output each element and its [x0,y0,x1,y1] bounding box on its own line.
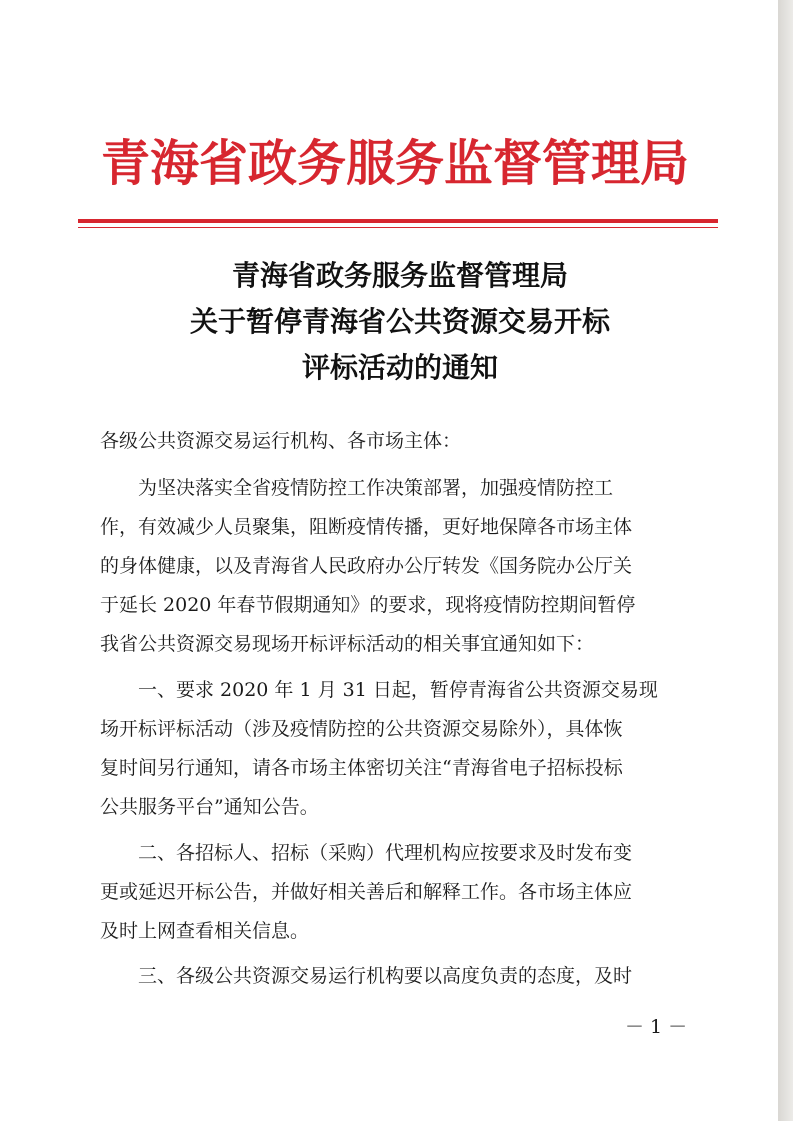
document-title [90,253,710,391]
letterhead-red-rule [78,219,718,223]
paragraph-line: 二、各招标人、招标（采购）代理机构应按要求及时发布变 [100,842,633,864]
paragraph-line: 三、各级公共资源交易运行机构要以高度负责的态度，及时 [100,965,633,987]
paragraph-line: 及时上网查看相关信息。 [100,920,310,942]
paragraph-line: 场开标评标活动（涉及疫情防控的公共资源交易除外），具体恢 [100,718,623,740]
paragraph-item-3 [100,957,700,996]
paragraph-line: 作，有效减少人员聚集，阻断疫情传播，更好地保障各市场主体 [100,516,633,538]
salutation: 各级公共资源交易运行机构、各市场主体： [100,430,462,452]
title-line-2: 关于暂停青海省公共资源交易开标 [189,305,610,338]
letterhead-org-name: 青海省政务服务监督管理局 [100,134,689,192]
paragraph-line: 复时间另行通知，请各市场主体密切关注“青海省电子招标投标 [100,757,623,779]
paragraph-line: 为坚决落实全省疫情防控工作决策部署，加强疫情防控工 [100,477,614,499]
page-number: － 1 － [625,1016,688,1038]
paragraph-line: 我省公共资源交易现场开标评标活动的相关事宜通知如下： [100,633,595,655]
paragraph-item-2 [100,834,700,951]
paragraph-line: 公共服务平台”通知公告。 [100,796,319,818]
paragraph-line: 于延长 2020 年春节假期通知》的要求，现将疫情防控期间暂停 [100,594,636,616]
paragraph-line: 一、要求 2020 年 1 月 31 日起，暂停青海省公共资源交易现 [100,679,658,701]
scan-page-edge [778,0,793,1121]
paragraph-item-1 [100,671,700,827]
paragraph-line: 更或延迟开标公告，并做好相关善后和解释工作。各市场主体应 [100,881,633,903]
letterhead-red-rule-thin [78,227,718,228]
title-line-3: 评标活动的通知 [301,351,498,384]
title-line-1: 青海省政务服务监督管理局 [231,259,568,292]
paragraph-line: 的身体健康，以及青海省人民政府办公厅转发《国务院办公厅关 [100,555,633,577]
paragraph-intro [100,469,700,664]
